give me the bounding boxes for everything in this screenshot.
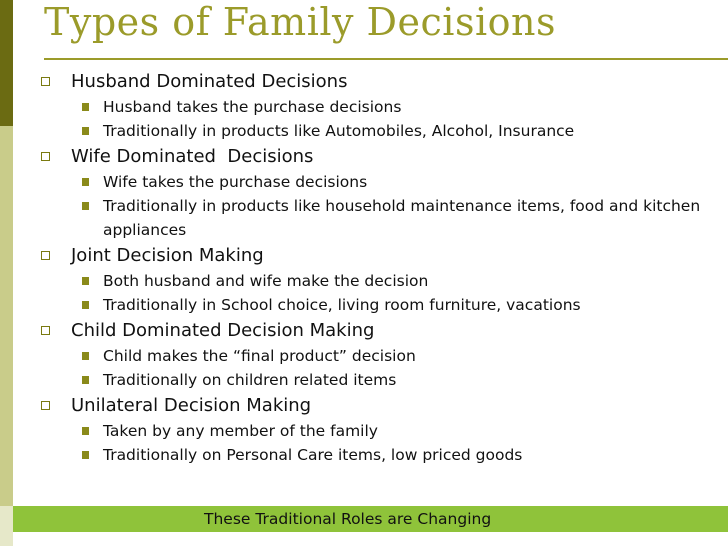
hollow-square-bullet-icon xyxy=(41,326,50,335)
hollow-square-bullet-icon xyxy=(41,77,50,86)
filled-square-bullet-icon xyxy=(82,277,89,285)
sub-bullet-text: Traditionally in products like Automobiles, Alcohol, Insurance xyxy=(103,122,575,140)
sub-bullet xyxy=(40,293,720,317)
sub-bullet xyxy=(40,419,720,443)
left-accent-bar-dark xyxy=(0,0,13,126)
filled-square-bullet-icon xyxy=(82,427,89,435)
group-heading-text: Unilateral Decision Making xyxy=(71,395,312,416)
sub-bullet-text: Child makes the “final product” decision xyxy=(103,347,416,365)
sub-bullet xyxy=(40,170,720,194)
sub-bullet-text: Traditionally in School choice, living room furniture, vacations xyxy=(103,296,581,314)
group-heading-wife xyxy=(40,144,720,170)
left-accent-bar-bottom xyxy=(0,506,13,546)
sub-bullet-text: Traditionally on children related items xyxy=(103,371,397,389)
group-heading-text: Joint Decision Making xyxy=(71,245,264,266)
filled-square-bullet-icon xyxy=(82,301,89,309)
group-heading-unilateral xyxy=(40,393,720,419)
filled-square-bullet-icon xyxy=(82,178,89,186)
filled-square-bullet-icon xyxy=(82,202,89,210)
sub-bullet xyxy=(40,119,720,143)
sub-bullet xyxy=(40,269,720,293)
title-underline xyxy=(44,58,728,60)
filled-square-bullet-icon xyxy=(82,451,89,459)
filled-square-bullet-icon xyxy=(82,127,89,135)
sub-bullet-text: Husband takes the purchase decisions xyxy=(103,98,402,116)
group-heading-text: Wife Dominated Decisions xyxy=(71,146,314,167)
footer-text: These Traditional Roles are Changing xyxy=(204,510,492,528)
group-heading-text: Child Dominated Decision Making xyxy=(71,320,375,341)
sub-bullet xyxy=(40,368,720,392)
sub-bullet-text: Both husband and wife make the decision xyxy=(103,272,429,290)
filled-square-bullet-icon xyxy=(82,376,89,384)
hollow-square-bullet-icon xyxy=(41,152,50,161)
sub-bullet xyxy=(40,443,720,467)
sub-bullet xyxy=(40,344,720,368)
slide-title: Types of Family Decisions xyxy=(44,0,556,44)
filled-square-bullet-icon xyxy=(82,352,89,360)
hollow-square-bullet-icon xyxy=(41,401,50,410)
sub-bullet-text: Traditionally on Personal Care items, low priced goods xyxy=(103,446,523,464)
group-heading-text: Husband Dominated Decisions xyxy=(71,71,348,92)
sub-bullet-text: Taken by any member of the family xyxy=(103,422,378,440)
filled-square-bullet-icon xyxy=(82,103,89,111)
group-heading-husband xyxy=(40,69,720,95)
sub-bullet xyxy=(40,95,720,119)
left-accent-bar-light xyxy=(0,126,13,506)
sub-bullet-text: Wife takes the purchase decisions xyxy=(103,173,368,191)
sub-bullet-text: Traditionally in products like household maintenance items, food and kitchen appliances xyxy=(103,197,701,239)
bullet-list xyxy=(40,68,720,467)
hollow-square-bullet-icon xyxy=(41,251,50,260)
group-heading-joint xyxy=(40,243,720,269)
group-heading-child xyxy=(40,318,720,344)
sub-bullet xyxy=(40,194,720,242)
